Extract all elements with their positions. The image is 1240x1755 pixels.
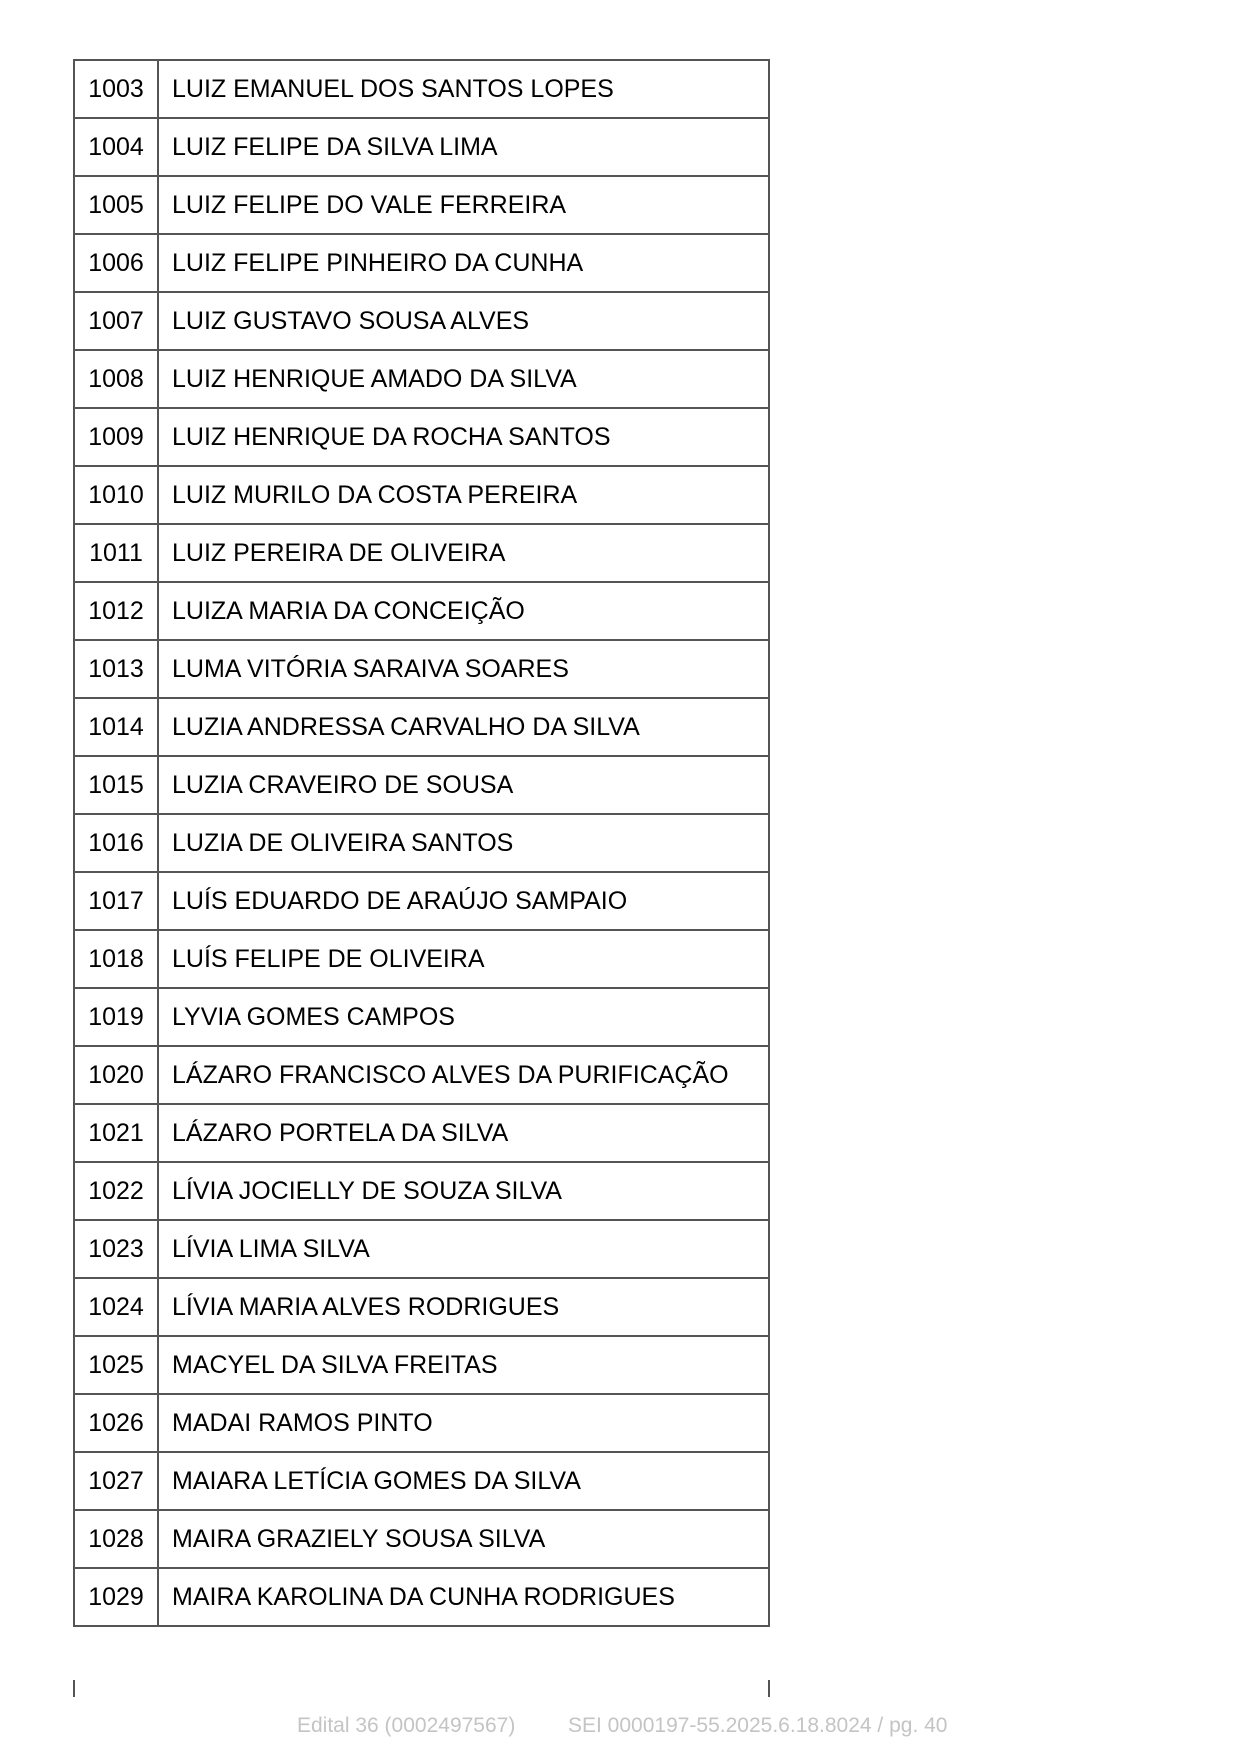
row-number: 1026 bbox=[74, 1394, 158, 1452]
table-row bbox=[74, 582, 769, 640]
row-number: 1014 bbox=[74, 698, 158, 756]
row-number: 1006 bbox=[74, 234, 158, 292]
row-number: 1028 bbox=[74, 1510, 158, 1568]
table-row bbox=[74, 756, 769, 814]
table-row bbox=[74, 1510, 769, 1568]
row-name: LYVIA GOMES CAMPOS bbox=[158, 988, 769, 1046]
row-name: LÍVIA JOCIELLY DE SOUZA SILVA bbox=[158, 1162, 769, 1220]
row-number: 1022 bbox=[74, 1162, 158, 1220]
row-name: LUIZ HENRIQUE DA ROCHA SANTOS bbox=[158, 408, 769, 466]
row-name: MAIRA GRAZIELY SOUSA SILVA bbox=[158, 1510, 769, 1568]
row-number: 1015 bbox=[74, 756, 158, 814]
table-row bbox=[74, 1162, 769, 1220]
table-row bbox=[74, 1104, 769, 1162]
row-number: 1003 bbox=[74, 60, 158, 118]
table-row bbox=[74, 60, 769, 118]
row-number: 1008 bbox=[74, 350, 158, 408]
table-row bbox=[74, 872, 769, 930]
row-name: LUZIA ANDRESSA CARVALHO DA SILVA bbox=[158, 698, 769, 756]
row-number: 1010 bbox=[74, 466, 158, 524]
row-number: 1011 bbox=[74, 524, 158, 582]
row-number: 1016 bbox=[74, 814, 158, 872]
table-row bbox=[74, 988, 769, 1046]
row-number: 1004 bbox=[74, 118, 158, 176]
names-table-container bbox=[73, 59, 770, 1627]
row-name: LUÍS EDUARDO DE ARAÚJO SAMPAIO bbox=[158, 872, 769, 930]
row-number: 1005 bbox=[74, 176, 158, 234]
table-row bbox=[74, 930, 769, 988]
row-number: 1021 bbox=[74, 1104, 158, 1162]
row-number: 1013 bbox=[74, 640, 158, 698]
table-row bbox=[74, 1336, 769, 1394]
table-row bbox=[74, 1278, 769, 1336]
row-number: 1007 bbox=[74, 292, 158, 350]
names-table bbox=[73, 59, 770, 1627]
table-row bbox=[74, 640, 769, 698]
row-name: LUIZA MARIA DA CONCEIÇÃO bbox=[158, 582, 769, 640]
row-name: MADAI RAMOS PINTO bbox=[158, 1394, 769, 1452]
row-name: LÍVIA LIMA SILVA bbox=[158, 1220, 769, 1278]
table-row bbox=[74, 466, 769, 524]
table-row bbox=[74, 408, 769, 466]
row-number: 1018 bbox=[74, 930, 158, 988]
names-table-body bbox=[74, 60, 769, 1626]
row-number: 1025 bbox=[74, 1336, 158, 1394]
row-number: 1024 bbox=[74, 1278, 158, 1336]
row-name: LUIZ MURILO DA COSTA PEREIRA bbox=[158, 466, 769, 524]
row-number: 1020 bbox=[74, 1046, 158, 1104]
row-number: 1012 bbox=[74, 582, 158, 640]
table-row bbox=[74, 176, 769, 234]
table-row bbox=[74, 292, 769, 350]
row-name: MAIARA LETÍCIA GOMES DA SILVA bbox=[158, 1452, 769, 1510]
row-name: LÁZARO FRANCISCO ALVES DA PURIFICAÇÃO bbox=[158, 1046, 769, 1104]
row-name: LUZIA DE OLIVEIRA SANTOS bbox=[158, 814, 769, 872]
row-name: MACYEL DA SILVA FREITAS bbox=[158, 1336, 769, 1394]
row-number: 1029 bbox=[74, 1568, 158, 1626]
row-number: 1017 bbox=[74, 872, 158, 930]
table-row bbox=[74, 1452, 769, 1510]
table-row bbox=[74, 234, 769, 292]
row-name: LÍVIA MARIA ALVES RODRIGUES bbox=[158, 1278, 769, 1336]
row-name: LUIZ HENRIQUE AMADO DA SILVA bbox=[158, 350, 769, 408]
table-row bbox=[74, 698, 769, 756]
table-continuation-edge bbox=[73, 1680, 770, 1697]
row-number: 1027 bbox=[74, 1452, 158, 1510]
row-name: LUIZ FELIPE PINHEIRO DA CUNHA bbox=[158, 234, 769, 292]
row-number: 1009 bbox=[74, 408, 158, 466]
table-row bbox=[74, 524, 769, 582]
row-name: LUIZ EMANUEL DOS SANTOS LOPES bbox=[158, 60, 769, 118]
table-row bbox=[74, 1046, 769, 1104]
table-row bbox=[74, 118, 769, 176]
row-name: LUÍS FELIPE DE OLIVEIRA bbox=[158, 930, 769, 988]
table-row bbox=[74, 1568, 769, 1626]
row-name: MAIRA KAROLINA DA CUNHA RODRIGUES bbox=[158, 1568, 769, 1626]
table-row bbox=[74, 814, 769, 872]
row-number: 1019 bbox=[74, 988, 158, 1046]
row-name: LUMA VITÓRIA SARAIVA SOARES bbox=[158, 640, 769, 698]
row-name: LUIZ GUSTAVO SOUSA ALVES bbox=[158, 292, 769, 350]
document-reference: Edital 36 (0002497567) bbox=[297, 1714, 516, 1737]
sei-reference: SEI 0000197-55.2025.6.18.8024 / pg. 40 bbox=[568, 1714, 948, 1737]
table-row bbox=[74, 1394, 769, 1452]
table-row bbox=[74, 350, 769, 408]
row-name: LUZIA CRAVEIRO DE SOUSA bbox=[158, 756, 769, 814]
row-name: LUIZ FELIPE DA SILVA LIMA bbox=[158, 118, 769, 176]
row-name: LUIZ PEREIRA DE OLIVEIRA bbox=[158, 524, 769, 582]
row-number: 1023 bbox=[74, 1220, 158, 1278]
row-name: LUIZ FELIPE DO VALE FERREIRA bbox=[158, 176, 769, 234]
table-row bbox=[74, 1220, 769, 1278]
row-name: LÁZARO PORTELA DA SILVA bbox=[158, 1104, 769, 1162]
